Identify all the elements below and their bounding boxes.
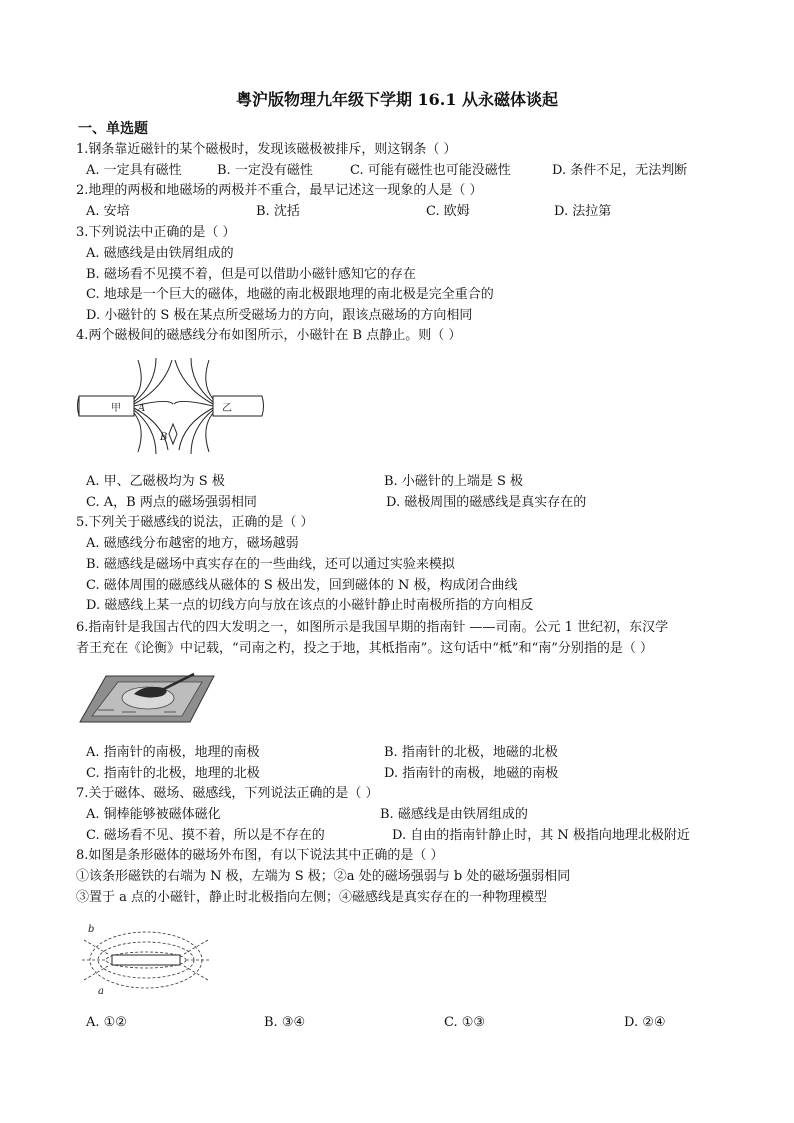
q8-option-a[interactable]: A. ①② bbox=[86, 1015, 127, 1030]
q6-stem-line1: 6.指南针是我国古代的四大发明之一，如图所示是我国早期的指南针 ——司南。公元 1 世纪初，东汉学 bbox=[76, 620, 669, 635]
section-heading: 一、单选题 bbox=[78, 121, 148, 137]
q6-sinan-compass-figure bbox=[78, 666, 216, 728]
q8-stem: 8.如图是条形磁体的磁场外布图，有以下说法其中正确的是（ ） bbox=[76, 848, 444, 863]
q7-option-a[interactable]: A. 铜棒能够被磁体磁化 bbox=[86, 807, 221, 822]
q7-option-d[interactable]: D. 自由的指南针静止时，其 N 极指向地理北极附近 bbox=[392, 828, 690, 843]
q8-statement-1: ①该条形磁铁的右端为 N 极，左端为 S 极；②a 处的磁场强弱与 b 处的磁场强弱相同 bbox=[76, 869, 571, 884]
q2-option-d[interactable]: D. 法拉第 bbox=[554, 204, 612, 219]
q6-option-a[interactable]: A. 指南针的南极，地理的南极 bbox=[86, 745, 260, 760]
q1-stem: 1.钢条靠近磁针的某个磁极时，发现该磁极被排斥，则这钢条（ ） bbox=[76, 142, 457, 157]
q4-label-a: A bbox=[138, 403, 146, 414]
q2-option-b[interactable]: B. 沈括 bbox=[256, 204, 300, 219]
q6-option-c[interactable]: C. 指南针的北极，地理的北极 bbox=[86, 766, 260, 781]
q8-label-a: a bbox=[98, 986, 104, 997]
q4-option-d[interactable]: D. 磁极周围的磁感线是真实存在的 bbox=[386, 495, 587, 510]
q8-statement-2: ③置于 a 点的小磁针，静止时北极指向左侧；④磁感线是真实存在的一种物理模型 bbox=[76, 890, 548, 905]
q3-option-a[interactable]: A. 磁感线是由铁屑组成的 bbox=[86, 246, 234, 261]
q7-stem: 7.关于磁体、磁场、磁感线，下列说法正确的是（ ） bbox=[76, 786, 379, 801]
q4-option-a[interactable]: A. 甲、乙磁极均为 S 极 bbox=[86, 474, 225, 489]
q5-option-a[interactable]: A. 磁感线分布越密的地方，磁场越弱 bbox=[86, 536, 299, 551]
q2-option-c[interactable]: C. 欧姆 bbox=[426, 204, 470, 219]
q8-option-c[interactable]: C. ①③ bbox=[444, 1015, 486, 1030]
q7-option-c[interactable]: C. 磁场看不见、摸不着，所以是不存在的 bbox=[86, 828, 325, 843]
q1-option-d[interactable]: D. 条件不足，无法判断 bbox=[552, 163, 688, 178]
q6-stem-line2: 者王充在《论衡》中记载，“司南之杓，投之于地，其柢指南”。这句话中“柢”和“南”分别指的是（ ） bbox=[76, 641, 654, 656]
q7-option-b[interactable]: B. 磁感线是由铁屑组成的 bbox=[380, 807, 528, 822]
q6-option-d[interactable]: D. 指南针的南极，地磁的南极 bbox=[384, 766, 559, 781]
q4-label-jia: 甲 bbox=[111, 403, 121, 414]
q4-option-b[interactable]: B. 小磁针的上端是 S 极 bbox=[384, 474, 523, 489]
q3-option-b[interactable]: B. 磁场看不见摸不着，但是可以借助小磁针感知它的存在 bbox=[86, 267, 416, 282]
q8-option-d[interactable]: D. ②④ bbox=[624, 1015, 666, 1030]
q2-option-a[interactable]: A. 安培 bbox=[86, 204, 130, 219]
q5-option-d[interactable]: D. 磁感线上某一点的切线方向与放在该点的小磁针静止时南极所指的方向相反 bbox=[86, 598, 534, 613]
q4-option-c[interactable]: C. A，B 两点的磁场强弱相同 bbox=[86, 495, 257, 510]
q2-stem: 2.地理的两极和地磁场的两极并不重合，最早记述这一现象的人是（ ） bbox=[76, 183, 483, 198]
q6-option-b[interactable]: B. 指南针的北极，地磁的北极 bbox=[384, 745, 558, 760]
q5-stem: 5.下列关于磁感线的说法，正确的是（ ） bbox=[76, 515, 314, 530]
q5-option-c[interactable]: C. 磁体周围的磁感线从磁体的 S 极出发，回到磁体的 N 极，构成闭合曲线 bbox=[86, 578, 518, 593]
q8-bar-magnet-field-figure bbox=[78, 920, 214, 1002]
q3-option-c[interactable]: C. 地球是一个巨大的磁体，地磁的南北极跟地理的南北极是完全重合的 bbox=[86, 287, 494, 302]
q4-label-b: B bbox=[160, 432, 168, 443]
q3-option-d[interactable]: D. 小磁针的 S 极在某点所受磁场力的方向，跟该点磁场的方向相同 bbox=[86, 308, 473, 323]
page-title: 粤沪版物理九年级下学期 16.1 从永磁体谈起 bbox=[235, 90, 559, 109]
q4-stem: 4.两个磁极间的磁感线分布如图所示，小磁针在 B 点静止。则（ ） bbox=[76, 328, 462, 343]
q1-option-c[interactable]: C. 可能有磁性也可能没磁性 bbox=[350, 163, 511, 178]
q4-label-yi: 乙 bbox=[222, 403, 232, 414]
q3-stem: 3.下列说法中正确的是（ ） bbox=[76, 225, 236, 240]
q5-option-b[interactable]: B. 磁感线是磁场中真实存在的一些曲线，还可以通过实验来模拟 bbox=[86, 557, 455, 572]
q8-option-b[interactable]: B. ③④ bbox=[264, 1015, 306, 1030]
q1-option-a[interactable]: A. 一定具有磁性 bbox=[86, 163, 182, 178]
q1-option-b[interactable]: B. 一定没有磁性 bbox=[217, 163, 313, 178]
q4-magnetic-field-figure bbox=[76, 354, 266, 454]
q8-label-b: b bbox=[88, 924, 95, 935]
